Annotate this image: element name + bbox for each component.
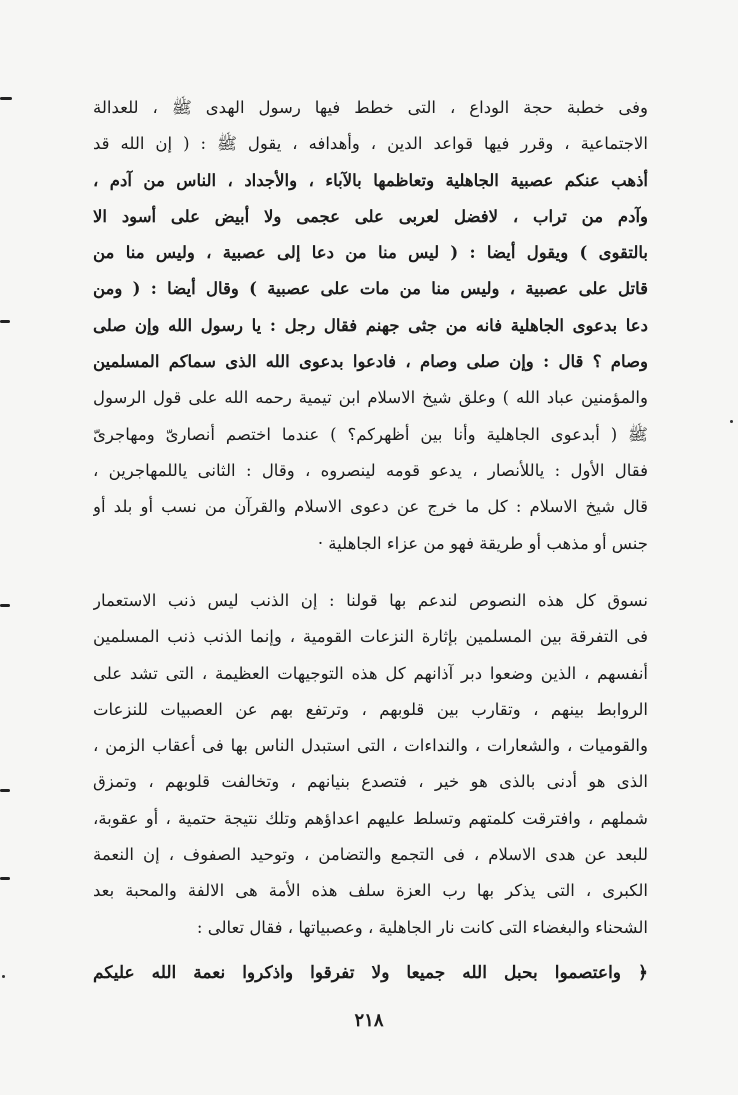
text-line: جنس أو مذهب أو طريقة فهو من عزاء الجاهلية · <box>317 533 648 553</box>
text-line: دعا بدعوى الجاهلية فانه من جثى جهنم فقال رجل : يا رسول الله وإن صلى <box>93 315 648 335</box>
text-line: ﷺ ( أبدعوى الجاهلية وأنا بين أظهركم؟ ) عندما اختصم أنصارىّ ومهاجرىّ <box>93 424 648 444</box>
text-line: أذهب عنكم عصبية الجاهلية وتعاظمها بالآباء ، والأجداد ، الناس من آدم ، <box>93 170 648 190</box>
text-line: وفى خطبة حجة الوداع ، التى خطط فيها رسول الهدى ﷺ ، للعدالة <box>93 98 648 117</box>
text-line: والمؤمنين عباد الله ) وعلق شيخ الاسلام ابن تيمية رحمه الله على قول الرسول <box>93 388 648 408</box>
text-line: قاتل على عصبية ، وليس منا من مات على عصبية ) وقال أيضا : ( ومن <box>93 279 648 299</box>
text-line: فقال الأول : ياللأنصار ، يدعو قومه لينصروه ، وقال : الثانى ياللمهاجرين ، <box>93 460 648 480</box>
text-line: الكبرى ، التى يذكر بها رب العزة سلف هذه الأمة هى الالفة والمحبة بعد <box>93 881 648 901</box>
text-line: قال شيخ الاسلام : كل ما خرج عن دعوى الاسلام والقرآن من نسب أو بلد أو <box>93 497 648 517</box>
page-number: ٢١٨ <box>354 1010 384 1031</box>
margin-mark <box>0 320 10 323</box>
text-line: بالتقوى ) ويقول أيضا : ( ليس منا من دعا إلى عصبية ، وليس منا من <box>93 243 648 263</box>
text-line: للبعد عن هدى الاسلام ، فى التجمع والتضامن ، وتوحيد الصفوف ، إن النعمة <box>93 845 648 865</box>
text-line: الاجتماعية ، وقرر فيها قواعد الدين ، وأهدافه ، يقول ﷺ : ( إن الله قد <box>93 134 648 154</box>
quran-verse: ﴿ واعتصموا بحبل الله جميعا ولا تفرقوا واذكروا نعمة الله عليكم <box>93 963 648 983</box>
text-line: فى التفرقة بين المسلمين بإثارة النزعات القومية ، وإنما الذنب ذنب المسلمين <box>93 627 648 647</box>
paragraph-commentary <box>93 583 648 946</box>
text-line: والقوميات ، والشعارات ، والنداءات ، التى استبدل الناس بها فى أعقاب الزمن ، <box>93 736 648 756</box>
text-line: شملهم ، وافترقت كلمتهم وتسلط عليهم اعداؤهم وتلك نتيجة حتمية ، أو عقوبة، <box>93 808 648 828</box>
edge-speck <box>730 420 733 423</box>
margin-mark <box>0 97 12 100</box>
margin-mark <box>0 877 10 880</box>
margin-mark <box>0 604 10 607</box>
paragraph-hadith-quotes <box>93 90 648 562</box>
margin-mark <box>0 789 10 792</box>
text-line: الروابط بينهم ، وتقارب بين قلوبهم ، وترتفع بهم عن العصبيات للنزعات <box>93 699 648 719</box>
text-line: الشحناء والبغضاء التى كانت نار الجاهلية ، وعصبياتها ، فقال تعالى : <box>196 917 648 937</box>
text-line: وآدم من تراب ، لافضل لعربى على عجمى ولا أبيض على أسود الا <box>93 206 648 226</box>
text-line: أنفسهم ، الذين وضعوا دبر آذانهم كل هذه التوجيهات العظيمة ، التى تشد على <box>93 663 648 683</box>
text-line: نسوق كل هذه النصوص لندعم بها قولنا : إن الذنب ليس ذنب الاستعمار <box>93 591 648 610</box>
edge-speck <box>2 975 5 978</box>
text-line: الذى هو أدنى بالذى هو خير ، فتصدع بنيانهم ، وتخالفت قلوبهم ، وتمزق <box>93 772 648 792</box>
text-line: وصام ؟ قال : وإن صلى وصام ، فادعوا بدعوى الله الذى سماكم المسلمين <box>93 352 648 372</box>
